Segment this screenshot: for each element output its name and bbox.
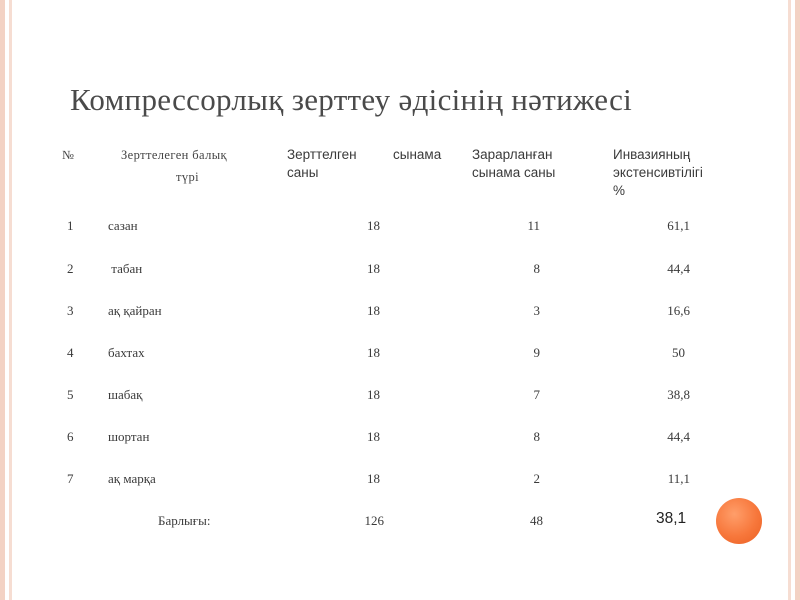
- header-invasion-line1: Инвазияның: [613, 147, 691, 162]
- row-fish: ақ қайран: [108, 303, 162, 318]
- row-infected: 9: [533, 345, 540, 360]
- header-infected-line2: сынама саны: [472, 165, 556, 180]
- row-ext: 50: [672, 345, 685, 360]
- row-ext: 16,6: [667, 303, 690, 318]
- row-fish: бахтах: [108, 345, 145, 360]
- row-studied: 18: [367, 429, 380, 444]
- row-infected: 7: [533, 387, 540, 402]
- header-studied-line2: саны: [287, 165, 319, 180]
- row-ext: 38,8: [667, 387, 690, 402]
- row-no: 7: [67, 471, 74, 486]
- row-fish: сазан: [108, 218, 138, 233]
- row-infected: 3: [533, 303, 540, 318]
- row-no: 6: [67, 429, 74, 444]
- row-infected: 11: [527, 218, 540, 233]
- total-infected: 48: [530, 513, 543, 528]
- border-stripe-left-outer: [0, 0, 5, 600]
- border-stripe-right-outer: [795, 0, 800, 600]
- total-ext: 38,1: [656, 510, 687, 527]
- row-studied: 18: [367, 303, 380, 318]
- total-studied: 126: [364, 513, 384, 528]
- row-infected: 2: [533, 471, 540, 486]
- row-ext: 44,4: [667, 261, 690, 276]
- row-infected: 8: [533, 261, 540, 276]
- row-ext: 44,4: [667, 429, 690, 444]
- border-stripe-left-inner: [9, 0, 12, 600]
- header-fish-type-line1: Зерттелеген балық: [121, 148, 228, 162]
- border-stripe-right-inner: [788, 0, 791, 600]
- row-studied: 18: [367, 345, 380, 360]
- slide-title: Компрессорлық зерттеу әдісінің нәтижесі: [70, 82, 633, 117]
- row-ext: 11,1: [667, 471, 690, 486]
- total-label: Барлығы:: [158, 513, 211, 528]
- row-fish: шортан: [108, 429, 150, 444]
- header-fish-type-line2: түрі: [176, 170, 200, 184]
- row-fish: шабақ: [108, 387, 143, 402]
- header-invasion-line3: %: [613, 183, 626, 198]
- row-no: 2: [67, 261, 74, 276]
- header-infected-line1: Зарарланған: [472, 147, 553, 162]
- row-studied: 18: [367, 218, 380, 233]
- row-fish: ақ марқа: [108, 471, 156, 486]
- header-studied-line1: Зерттелген: [287, 147, 357, 162]
- row-studied: 18: [367, 471, 380, 486]
- header-sample: сынама: [393, 147, 442, 162]
- row-infected: 8: [533, 429, 540, 444]
- row-ext: 61,1: [667, 218, 690, 233]
- header-invasion-line2: экстенсивтілігі: [613, 165, 703, 180]
- row-no: 5: [67, 387, 74, 402]
- header-no: №: [62, 148, 75, 162]
- row-no: 3: [67, 303, 74, 318]
- decorative-orange-circle: [716, 498, 762, 544]
- row-no: 4: [67, 345, 74, 360]
- row-studied: 18: [367, 387, 380, 402]
- row-fish: табан: [108, 261, 143, 276]
- row-no: 1: [67, 218, 74, 233]
- row-studied: 18: [367, 261, 380, 276]
